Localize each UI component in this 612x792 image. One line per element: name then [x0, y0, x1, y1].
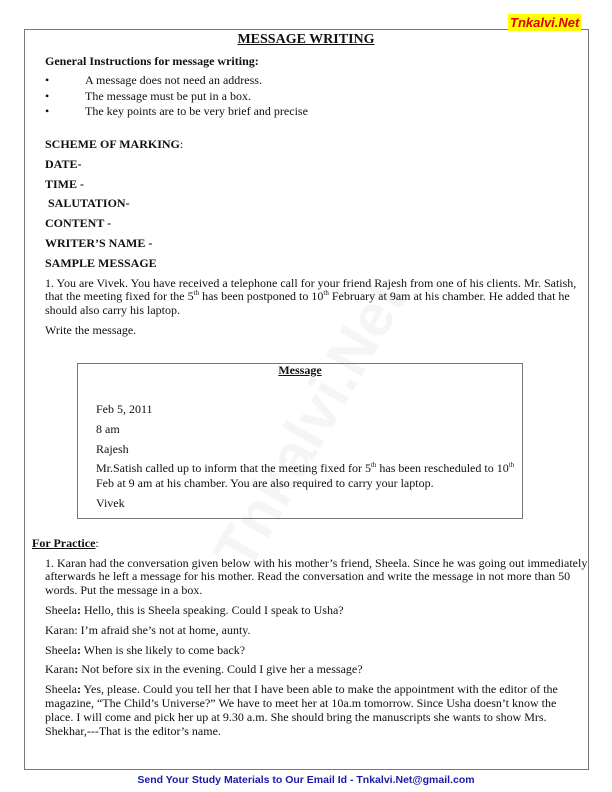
sample-question-line: should also carry his laptop. [45, 303, 180, 317]
dialogue-line: place. I will come and pick her up at 9.30 a.m. She should bring the manuscripts she wants to show Mrs. [45, 710, 547, 724]
message-time: 8 am [96, 422, 120, 436]
scheme-item-salutation: SALUTATION- [48, 196, 130, 210]
dialogue-line: Sheela: Hello, this is Sheela speaking. Could I speak to Usha? [45, 603, 344, 617]
dialogue-line: Karan: Not before six in the evening. Could I give her a message? [45, 662, 363, 676]
footer-email-notice[interactable]: Send Your Study Materials to Our Email Id - Tnkalvi.Net@gmail.com [137, 774, 475, 786]
sample-question-line: that the meeting fixed for the 5th has been postponed to 10th February at 9am at his chamber. He added that he [45, 289, 570, 303]
bullet-icon: • [45, 73, 50, 87]
page-title: MESSAGE WRITING [237, 32, 375, 47]
bullet-item: The message must be put in a box. [85, 89, 251, 103]
scheme-item-time: TIME - [45, 177, 84, 191]
scheme-item-date: DATE- [45, 157, 82, 171]
brand-logo[interactable]: Tnkalvi.Net [510, 15, 580, 30]
dialogue-line: Shekhar,---That is the editor’s name. [45, 724, 221, 738]
scheme-heading: SCHEME OF MARKING: [45, 137, 184, 151]
dialogue-line: Sheela: When is she likely to come back? [45, 643, 246, 657]
message-heading: Message [278, 363, 322, 377]
message-writer: Vivek [96, 496, 125, 510]
message-body-line: Mr.Satish called up to inform that the meeting fixed for 5th has been rescheduled to 10th [96, 461, 515, 475]
bullet-icon: • [45, 89, 50, 103]
sample-question-line: 1. You are Vivek. You have received a telephone call for your friend Rajesh from one of his clients. Mr. Satish, [45, 276, 577, 290]
bullet-item: The key points are to be very brief and precise [85, 104, 308, 118]
scheme-item-writer: WRITER’S NAME - [45, 236, 153, 250]
practice-question-line: 1. Karan had the conversation given below with his mother’s friend, Sheela. Since he was going out immediately [45, 556, 588, 570]
bullet-item: A message does not need an address. [85, 73, 262, 87]
message-body-line: Feb at 9 am at his chamber. You are also required to carry your laptop. [96, 476, 434, 490]
write-prompt: Write the message. [45, 323, 137, 337]
dialogue-line: Karan: I’m afraid she’s not at home, aunty. [45, 623, 251, 637]
message-date: Feb 5, 2011 [96, 402, 153, 416]
bullet-icon: • [45, 104, 50, 118]
practice-question-line: afterwards he left a message for his mother. Read the conversation and write the message in not more than 50 [45, 569, 571, 583]
message-salutation: Rajesh [96, 442, 129, 456]
scheme-item-content: CONTENT - [45, 216, 112, 230]
dialogue-line: magazine, “The Child’s Universe?” We have to meet her at 10a.m tomorrow. Since Usha doesn’t know the [45, 696, 557, 710]
dialogue-line: Sheela: Yes, please. Could you tell her that I have been able to make the appointment with the editor of the [45, 682, 558, 696]
instructions-heading: General Instructions for message writing: [45, 54, 259, 68]
practice-heading: For Practice: [32, 536, 99, 550]
message-box [77, 363, 523, 519]
practice-question-line: words. Put the message in a box. [45, 583, 203, 597]
sample-heading: SAMPLE MESSAGE [45, 256, 157, 270]
